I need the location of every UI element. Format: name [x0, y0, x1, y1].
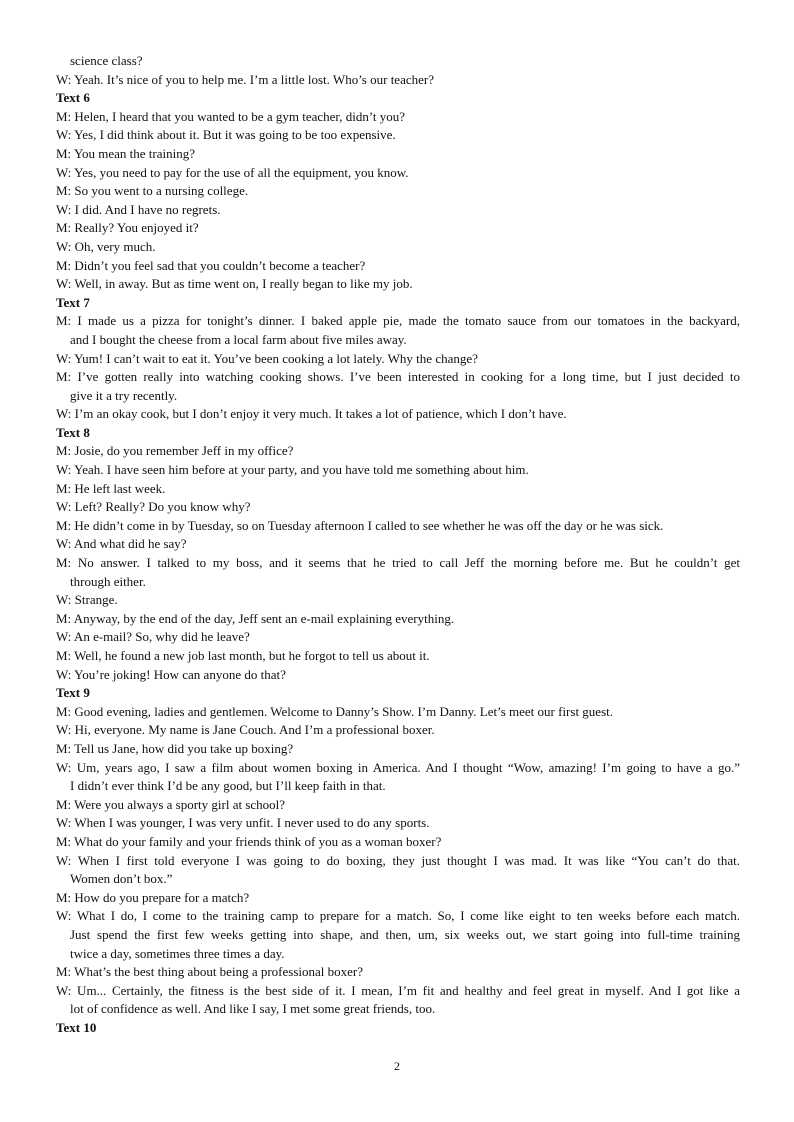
dialogue-line: M: I made us a pizza for tonight’s dinner. I baked apple pie, made the tomato sauce from our tomatoes in the backyard,	[56, 313, 740, 329]
dialogue-line: M: Good evening, ladies and gentlemen. Welcome to Danny’s Show. I’m Danny. Let’s meet our first guest.	[56, 703, 613, 719]
dialogue-line: W: You’re joking! How can anyone do that?	[56, 666, 286, 682]
dialogue-line: W: Strange.	[56, 592, 118, 608]
dialogue-line: M: He didn’t come in by Tuesday, so on Tuesday afternoon I called to see whether he was off the day or he was sick.	[56, 517, 664, 533]
dialogue-line: W: Well, in away. But as time went on, I really began to like my job.	[56, 276, 413, 292]
dialogue-line: W: Hi, everyone. My name is Jane Couch. And I’m a professional boxer.	[56, 722, 435, 738]
dialogue-line: W: I did. And I have no regrets.	[56, 201, 221, 217]
dialogue-line: W: Yum! I can’t wait to eat it. You’ve been cooking a lot lately. Why the change?	[56, 350, 478, 366]
dialogue-line: M: So you went to a nursing college.	[56, 183, 249, 199]
dialogue-line: M: I’ve gotten really into watching cooking shows. I’ve been interested in cooking for a long time, but I just decided to	[56, 369, 740, 385]
dialogue-line: M: Josie, do you remember Jeff in my office?	[56, 443, 294, 459]
section-heading: Text 6	[56, 90, 90, 106]
dialogue-line: W: When I first told everyone I was going to do boxing, they just thought I was mad. It was like “You can’t do that.	[56, 852, 740, 868]
dialogue-line: W: Yeah. I have seen him before at your party, and you have told me something about him.	[56, 462, 529, 478]
page-number: 2	[394, 1059, 400, 1073]
dialogue-line: M: You mean the training?	[56, 145, 196, 161]
dialogue-continuation-line: lot of confidence as well. And like I say, I met some great friends, too.	[70, 1001, 436, 1017]
dialogue-line: W: Yeah. It’s nice of you to help me. I’m a little lost. Who’s our teacher?	[56, 71, 434, 87]
dialogue-line: M: Anyway, by the end of the day, Jeff sent an e-mail explaining everything.	[56, 610, 455, 626]
dialogue-continuation-line: through either.	[70, 573, 146, 589]
section-heading: Text 8	[56, 424, 90, 440]
dialogue-line: W: Oh, very much.	[56, 238, 156, 254]
dialogue-line: M: Helen, I heard that you wanted to be a gym teacher, didn’t you?	[56, 108, 406, 124]
dialogue-continuation-line: science class?	[70, 53, 143, 68]
dialogue-line: W: What I do, I come to the training camp to prepare for a match. So, I come like eight to ten weeks before each match.	[56, 908, 740, 924]
dialogue-continuation-line: Just spend the first few weeks getting into shape, and then, um, six weeks out, we start going into full-time training	[70, 926, 740, 942]
dialogue-continuation-line: and I bought the cheese from a local farm about five miles away.	[70, 331, 407, 347]
dialogue-line: W: An e-mail? So, why did he leave?	[56, 629, 250, 645]
dialogue-line: W: Yes, you need to pay for the use of all the equipment, you know.	[56, 164, 409, 180]
dialogue-line: W: Um, years ago, I saw a film about women boxing in America. And I thought “Wow, amazing! I’m going to have a go.”	[56, 759, 740, 775]
transcript-body	[56, 52, 740, 1037]
dialogue-line: M: Tell us Jane, how did you take up boxing?	[56, 740, 294, 756]
dialogue-line: W: Um... Certainly, the fitness is the best side of it. I mean, I’m fit and healthy and feel great in myself. And I got like a	[56, 982, 740, 998]
dialogue-line: M: He left last week.	[56, 480, 166, 496]
dialogue-line: W: I’m an okay cook, but I don’t enjoy it very much. It takes a lot of patience, which I don’t have.	[56, 406, 567, 422]
dialogue-line: W: Left? Really? Do you know why?	[56, 499, 251, 515]
dialogue-line: W: And what did he say?	[56, 536, 187, 552]
dialogue-line: M: What’s the best thing about being a professional boxer?	[56, 964, 363, 980]
dialogue-line: M: No answer. I talked to my boss, and it seems that he tried to call Jeff the morning before me. But he couldn’t get	[56, 555, 740, 571]
dialogue-line: W: When I was younger, I was very unfit. I never used to do any sports.	[56, 815, 430, 831]
dialogue-continuation-line: twice a day, sometimes three times a day.	[70, 945, 285, 961]
dialogue-continuation-line: Women don’t box.”	[70, 871, 173, 887]
dialogue-line: M: Well, he found a new job last month, but he forgot to tell us about it.	[56, 648, 430, 663]
dialogue-continuation-line: I didn’t ever think I’d be any good, but I’ll keep faith in that.	[70, 778, 386, 794]
dialogue-continuation-line: give it a try recently.	[70, 387, 178, 403]
dialogue-line: M: What do your family and your friends think of you as a woman boxer?	[56, 833, 442, 849]
dialogue-line: W: Yes, I did think about it. But it was going to be too expensive.	[56, 127, 396, 143]
dialogue-line: M: Really? You enjoyed it?	[56, 220, 199, 236]
dialogue-line: M: Didn’t you feel sad that you couldn’t become a teacher?	[56, 257, 366, 273]
dialogue-line: M: How do you prepare for a match?	[56, 889, 250, 905]
section-heading: Text 7	[56, 294, 90, 310]
dialogue-line: M: Were you always a sporty girl at school?	[56, 796, 286, 812]
section-heading: Text 9	[56, 685, 90, 701]
section-heading: Text 10	[56, 1019, 97, 1035]
